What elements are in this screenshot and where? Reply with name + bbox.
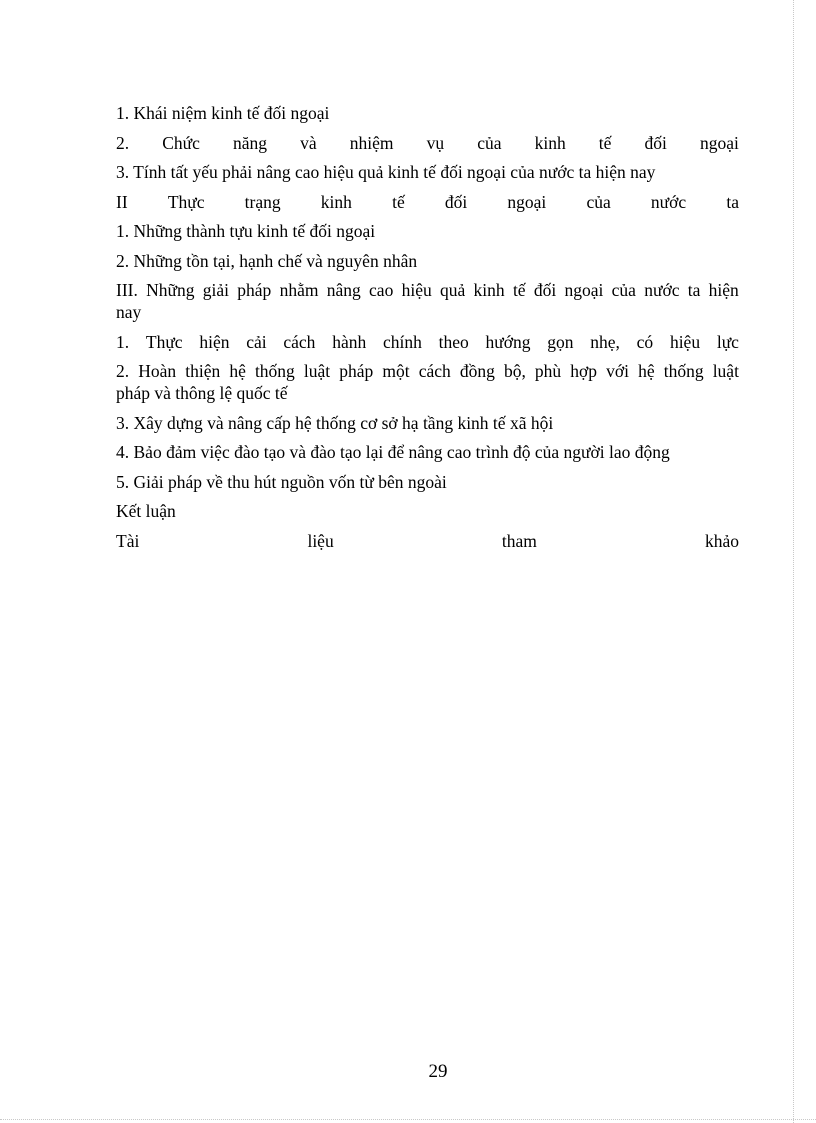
- toc-word: tham: [501, 530, 537, 551]
- toc-word: pháp: [237, 280, 272, 300]
- toc-word: Thực: [145, 331, 183, 352]
- page-frame-right-border: [793, 0, 794, 1123]
- toc-word: trạng: [244, 191, 281, 212]
- toc-word: bộ,: [503, 361, 526, 381]
- toc-section-heading: [116, 191, 739, 213]
- toc-word: lực: [716, 331, 739, 352]
- toc-word: thống: [663, 361, 704, 381]
- toc-word: phù: [534, 361, 562, 381]
- toc-word: thống: [254, 361, 295, 381]
- toc-word: luật: [303, 361, 331, 381]
- toc-word: đối: [444, 191, 468, 212]
- toc-word: hiện: [199, 331, 230, 352]
- toc-word: tế: [512, 280, 526, 300]
- toc-word: 1.: [116, 331, 130, 352]
- toc-word: hệ: [638, 361, 655, 381]
- toc-word: hiệu: [401, 280, 432, 300]
- toc-word: III.: [116, 280, 138, 300]
- toc-word: cải: [246, 331, 267, 352]
- toc-word: và: [300, 132, 317, 153]
- toc-item: 1. Những thành tựu kinh tế đối ngoại: [116, 221, 376, 241]
- toc-word: nâng: [326, 280, 361, 300]
- toc-word: hiệu: [669, 331, 701, 352]
- toc-word: Thực: [167, 191, 205, 212]
- toc-word: cách: [418, 361, 451, 381]
- toc-word: theo: [438, 331, 469, 352]
- toc-word: hệ: [229, 361, 246, 381]
- toc-word: vụ: [426, 132, 445, 153]
- toc-word: ngoại: [564, 280, 604, 300]
- toc-word: Những: [146, 280, 195, 300]
- toc-item: 3. Xây dựng và nâng cấp hệ thống cơ sở hạ tầng kinh tế xã hội: [116, 412, 554, 433]
- table-of-contents: [116, 102, 739, 559]
- toc-word: kinh: [473, 280, 505, 300]
- toc-word: đồng: [459, 361, 495, 381]
- toc-word: Hoàn: [138, 361, 177, 381]
- toc-item-line-1: [116, 360, 739, 382]
- toc-word: đối: [533, 280, 557, 300]
- toc-item: 1. Khái niệm kinh tế đối ngoại: [116, 103, 330, 123]
- toc-word: quả: [440, 280, 466, 300]
- toc-word: kinh: [534, 132, 566, 153]
- toc-word: pháp: [339, 361, 374, 381]
- toc-word: tế: [598, 132, 612, 153]
- toc-word: hiện: [708, 280, 739, 300]
- toc-word: hợp: [570, 361, 598, 381]
- toc-word: thiện: [185, 361, 221, 381]
- toc-word: cách: [283, 331, 316, 352]
- toc-word: ta: [687, 280, 701, 300]
- toc-section-heading: [116, 279, 739, 323]
- toc-item: 2. Những tồn tại, hạnh chế và nguyên nhân: [116, 250, 418, 271]
- toc-heading-line-1: [116, 279, 739, 301]
- toc-word: Chức: [162, 132, 200, 153]
- toc-word: hướng: [485, 331, 531, 352]
- toc-word: 2.: [116, 361, 130, 381]
- toc-item-justified: [116, 132, 739, 154]
- toc-item: [116, 360, 739, 404]
- toc-item-line-2: pháp và thông lệ quốc tế: [116, 383, 288, 403]
- toc-item: 4. Bảo đảm việc đào tạo và đào tạo lại để nâng cao trình độ của người lao động: [116, 442, 670, 462]
- toc-word: gọn: [547, 331, 574, 352]
- toc-word: ta: [726, 191, 739, 212]
- toc-word: cao: [369, 280, 394, 300]
- toc-item: 5. Giải pháp về thu hút nguồn vốn từ bên ngoài: [116, 471, 447, 492]
- toc-word: luật: [712, 361, 739, 381]
- toc-word: nhẹ,: [590, 331, 620, 352]
- toc-heading-line-2: nay: [116, 302, 142, 322]
- toc-word: của: [611, 280, 636, 300]
- toc-word: tế: [392, 191, 405, 212]
- toc-word: có: [636, 331, 654, 352]
- toc-word: II: [116, 191, 128, 212]
- toc-word: 2.: [116, 132, 130, 153]
- toc-word: năng: [233, 132, 268, 153]
- toc-word: Tài: [116, 530, 140, 551]
- toc-word: ngoại: [700, 132, 739, 153]
- page-frame-bottom-border: [0, 1119, 816, 1120]
- toc-word: nhiệm: [349, 132, 394, 153]
- toc-item: 3. Tính tất yếu phải nâng cao hiệu quả kinh tế đối ngoại của nước ta hiện nay: [116, 162, 656, 182]
- toc-conclusion: Kết luận: [116, 501, 176, 521]
- toc-word: ngoại: [507, 191, 547, 212]
- toc-item-justified: [116, 331, 739, 353]
- toc-word: nước: [644, 280, 680, 300]
- toc-word: với: [606, 361, 629, 381]
- toc-word: của: [477, 132, 502, 153]
- toc-word: đối: [644, 132, 667, 153]
- toc-word: của: [586, 191, 611, 212]
- toc-word: một: [382, 361, 410, 381]
- toc-word: kinh: [320, 191, 352, 212]
- toc-word: liệu: [307, 530, 334, 551]
- toc-word: chính: [382, 331, 422, 352]
- toc-references: [116, 530, 739, 552]
- toc-word: nhằm: [279, 280, 319, 300]
- toc-word: hành: [332, 331, 367, 352]
- page-number: 29: [428, 1061, 448, 1082]
- toc-word: giải: [202, 280, 230, 300]
- toc-word: nước: [650, 191, 687, 212]
- toc-word: khảo: [704, 530, 739, 551]
